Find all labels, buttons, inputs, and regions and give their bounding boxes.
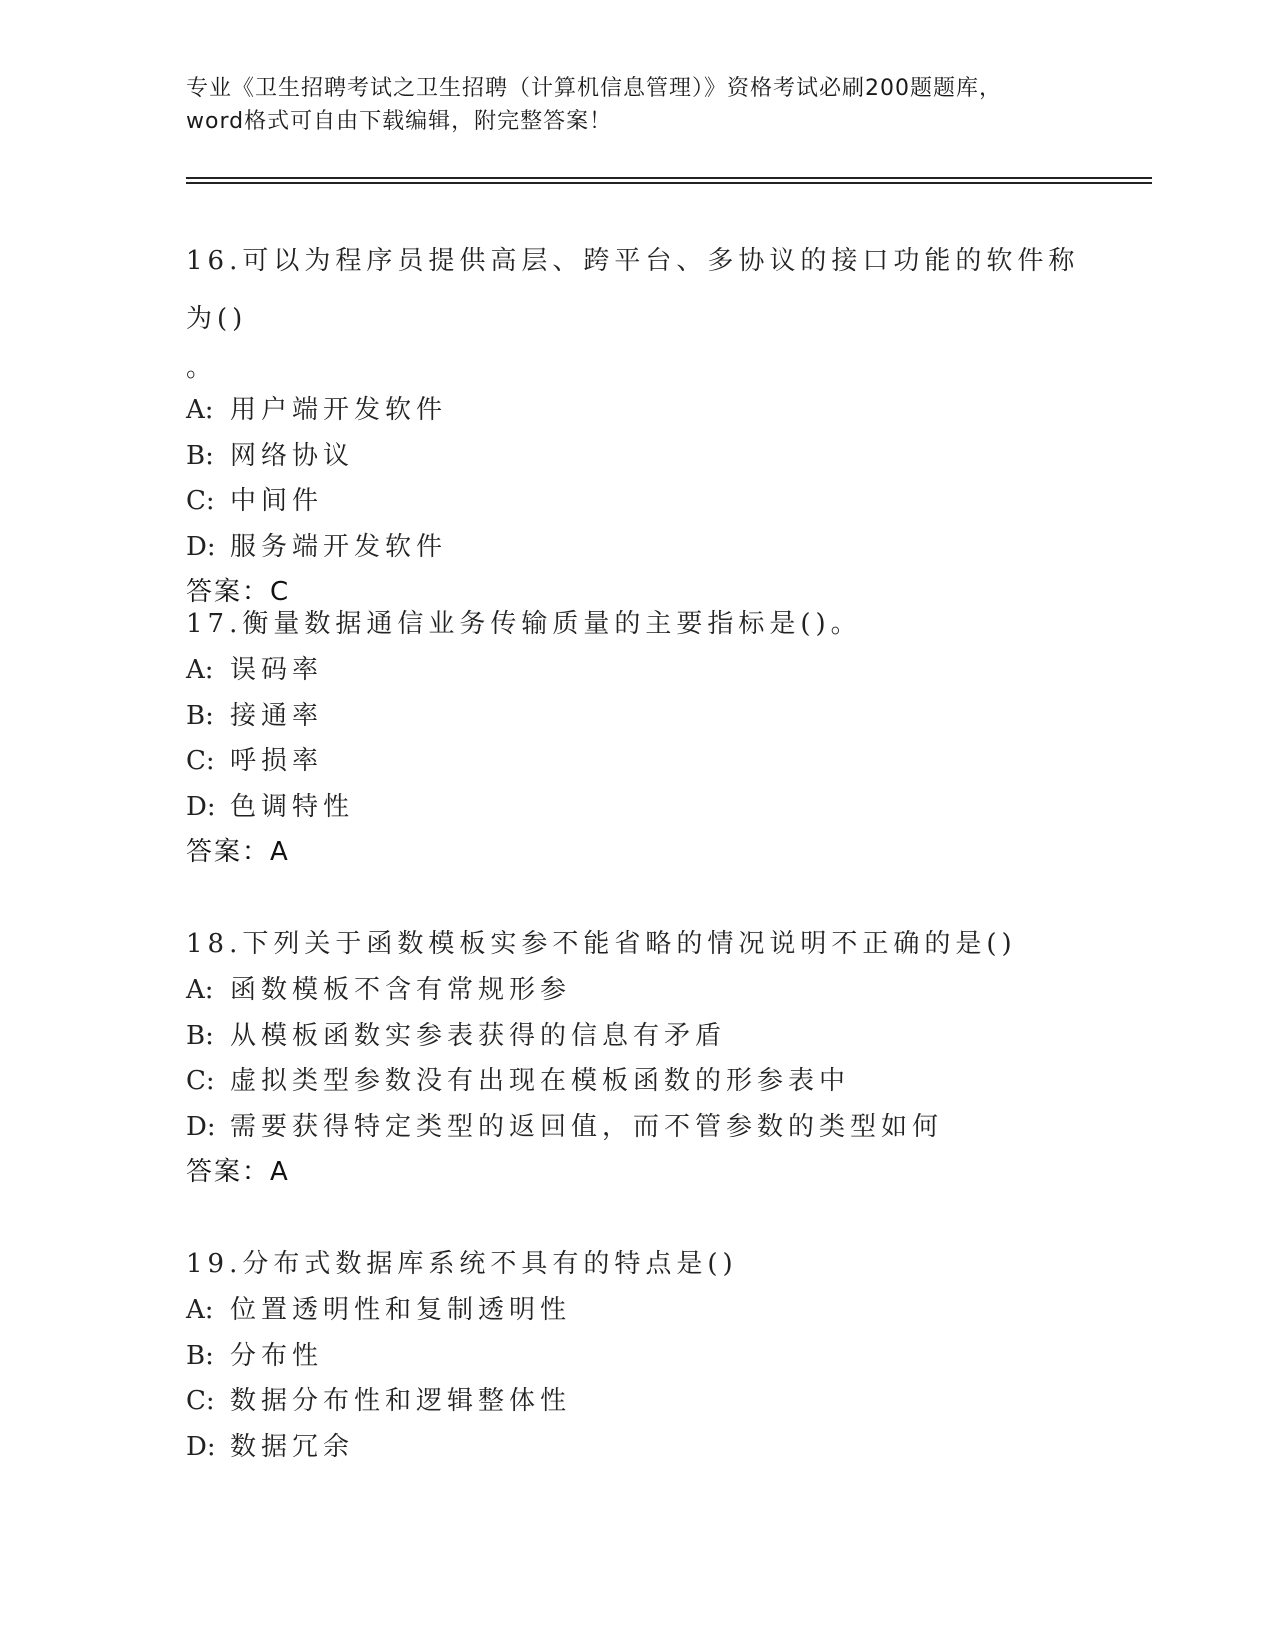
answer: 答案：A: [186, 1157, 290, 1187]
option-key: C:: [186, 1386, 215, 1416]
option-text: 函数模板不含有常规形参: [230, 975, 572, 1005]
option-key: A:: [186, 975, 214, 1005]
option-a: [186, 1288, 1086, 1334]
option-text: 色调特性: [230, 791, 355, 822]
document-header: [186, 72, 1066, 138]
question-16: [186, 232, 1086, 615]
question-stem: 18.下列关于函数模板实参不能省略的情况说明不正确的是(): [186, 929, 1017, 959]
question-stem-continuation: 。: [186, 353, 218, 383]
option-a: [186, 388, 1086, 434]
option-key: B:: [186, 1340, 214, 1371]
option-text: 位置透明性和复制透明性: [230, 1295, 572, 1325]
option-key: D:: [186, 531, 216, 562]
header-divider-top: [186, 177, 1152, 179]
option-key: C:: [186, 746, 215, 776]
question-18: [186, 920, 1086, 1195]
option-c: [186, 479, 1086, 525]
option-text: 虚拟类型参数没有出现在模板函数的形参表中: [230, 1066, 851, 1096]
option-d: [186, 785, 1086, 831]
option-key: B:: [186, 1020, 214, 1051]
option-b: [186, 434, 1086, 480]
option-text: 数据冗余: [230, 1431, 355, 1462]
option-text: 分布性: [230, 1340, 324, 1371]
option-b: [186, 1334, 1086, 1380]
option-d: [186, 1425, 1086, 1471]
option-key: D:: [186, 1111, 216, 1142]
option-text: 从模板函数实参表获得的信息有矛盾: [230, 1020, 727, 1051]
option-key: D:: [186, 1431, 216, 1462]
option-c: [186, 1059, 1086, 1105]
question-stem: 19.分布式数据库系统不具有的特点是(): [186, 1249, 738, 1279]
option-a: [186, 648, 1086, 694]
header-line-1: 专业《卫生招聘考试之卫生招聘（计算机信息管理）》资格考试必刷200题题库，: [186, 76, 1002, 101]
option-c: [186, 739, 1086, 785]
option-d: [186, 525, 1086, 571]
question-17: [186, 600, 1086, 875]
option-text: 用户端开发软件: [230, 395, 448, 425]
header-line-2: word格式可自由下载编辑，附完整答案！: [186, 109, 613, 134]
option-key: A:: [186, 655, 214, 685]
option-b: [186, 694, 1086, 740]
option-d: [186, 1105, 1086, 1151]
header-divider-bottom: [186, 182, 1152, 184]
answer: 答案：A: [186, 837, 290, 867]
option-text: 数据分布性和逻辑整体性: [230, 1386, 572, 1416]
option-key: A:: [186, 395, 214, 425]
option-text: 呼损率: [230, 746, 324, 776]
option-text: 误码率: [230, 655, 324, 685]
answer: 答案：C: [186, 577, 291, 607]
option-text: 中间件: [230, 486, 324, 516]
option-c: [186, 1379, 1086, 1425]
option-a: [186, 968, 1086, 1014]
option-key: A:: [186, 1295, 214, 1325]
question-19: [186, 1240, 1086, 1470]
option-text: 服务端开发软件: [230, 531, 448, 562]
option-b: [186, 1014, 1086, 1060]
question-stem: 16.可以为程序员提供高层、跨平台、多协议的接口功能的软件称为(): [186, 246, 1080, 334]
option-text: 接通率: [230, 700, 324, 731]
option-key: B:: [186, 700, 214, 731]
option-key: C:: [186, 486, 215, 516]
option-key: D:: [186, 791, 216, 822]
option-text: 需要获得特定类型的返回值，而不管参数的类型如何: [230, 1111, 944, 1142]
question-stem: 17.衡量数据通信业务传输质量的主要指标是()。: [186, 609, 862, 639]
option-key: C:: [186, 1066, 215, 1096]
option-text: 网络协议: [230, 440, 355, 471]
option-key: B:: [186, 440, 214, 471]
